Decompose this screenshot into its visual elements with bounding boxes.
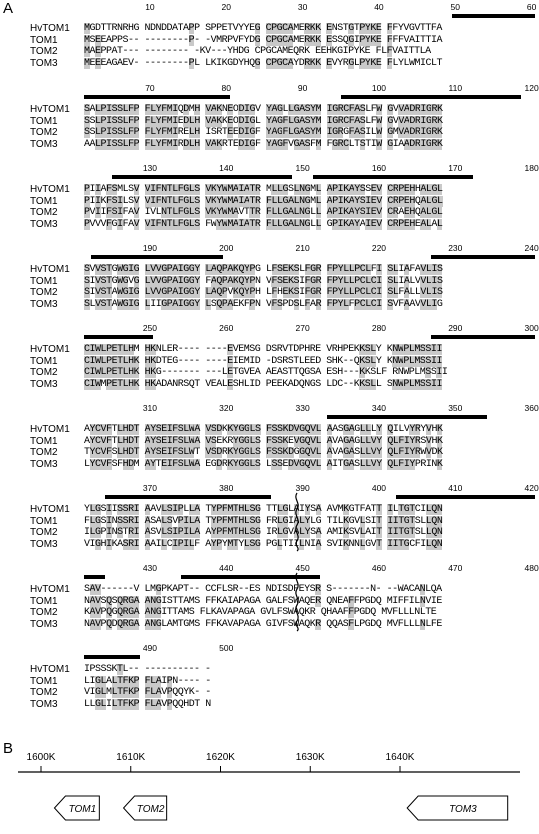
transmembrane-bar — [431, 255, 535, 259]
sequence-row — [0, 460, 520, 470]
alignment-block — [0, 483, 539, 553]
sequence-text: AYCVFTLHDT AYSEIFSLWA VSDKKYGGLS FSSKDVGQVL AASGAGLLLY QILVYRYVHK — [84, 424, 443, 435]
sequence-text: PIIKFSILSV VIFNTLFGLS VKYWMAIATR FLLGALNGML APIKAYSIEV CRPEHQALGL — [84, 195, 443, 207]
position-number: 280 — [371, 323, 387, 333]
position-number: 160 — [371, 163, 387, 173]
position-number: 450 — [295, 563, 310, 573]
position-number: 250 — [142, 323, 158, 333]
position-number: 180 — [524, 163, 539, 173]
sequence-text: MGDTTRNRHG NDNDDATAPP SPPETVYYEG CPGCAMERKK ENSTGTPYKE FFYVGVTTFA — [84, 23, 442, 34]
sequence-text: FLGSINSSRI ASALSVPILA TYPFMTHLSG FRLGIALYLG TILKGVLSIT IITGTSLLQN — [84, 515, 443, 527]
sequence-row — [0, 357, 520, 367]
position-number: 20 — [221, 2, 231, 12]
position-number: 10 — [145, 2, 155, 12]
sequence-text: LIGLALTFKP FLAIPN---- - — [84, 675, 211, 687]
gene-label: TOM2 — [136, 804, 165, 815]
position-number: 290 — [448, 323, 463, 333]
sequence-text: PIIAFSMLSV VIFNTLFGLS VKYWMAIATR MLLGSLNGML APIKAYSSEV CRPEHHALGL — [84, 184, 443, 195]
sequence-text: MAEPPAT--- -------- -KV---YHDG CPGCAMEQRK EEHKGIPYKE FLFVAITTLA — [84, 46, 431, 57]
alignment-block — [0, 163, 539, 233]
sequence-row — [0, 220, 520, 230]
sequence-text: NAVPQDQRGA ANGLAMTGMS FFKAVAPAGA GIVFSWAQKR QQASFLPGDQ MVFLLLNLFE — [84, 618, 442, 630]
sequence-row — [0, 437, 520, 447]
sequence-row — [0, 277, 520, 287]
sequence-name: TOM2 — [30, 207, 58, 218]
alignment-block — [0, 323, 539, 393]
sequence-name: TOM3 — [30, 618, 58, 630]
sequence-text: LLGLILTFKP FLAVPQQHDT N — [84, 698, 211, 710]
sequence-text: VIGLMLTFKP FLAVPQQYK- - — [84, 687, 211, 698]
sequence-name: TOM1 — [30, 595, 58, 607]
position-number: 500 — [219, 643, 234, 653]
map-tick-label: 1600K — [26, 752, 56, 763]
position-number: 40 — [374, 2, 384, 12]
sequence-row — [0, 208, 520, 218]
position-numbers — [0, 403, 539, 413]
sequence-row — [0, 425, 520, 435]
transmembrane-bar — [84, 575, 105, 579]
position-number: 420 — [524, 483, 539, 493]
position-numbers — [0, 323, 539, 333]
sequence-row — [0, 105, 520, 115]
position-number: 370 — [142, 483, 158, 493]
sequence-row — [0, 700, 520, 710]
sequence-text: SALPISSLFP FLYFMIQDMH VAKNEODIGV YAGLLGASYM IGRCFASLFW GVVADRIGRK — [84, 104, 443, 115]
position-number: 200 — [219, 243, 234, 253]
sequence-row — [0, 608, 520, 618]
sequence-name: TOM3 — [30, 138, 58, 150]
sequence-row — [0, 585, 520, 595]
sequence-text: CIWLPETLHK HKDTEG---- ----EIEMID -DSRSTLEED SHK--QKSLY KNWPLMSSII — [84, 355, 442, 367]
transmembrane-bar — [105, 495, 272, 499]
sequence-name: TOM2 — [30, 527, 58, 538]
sequence-row — [0, 24, 520, 34]
sequence-name: TOM1 — [30, 355, 58, 367]
gene-label: TOM3 — [449, 804, 477, 815]
map-tick-label: 1640K — [385, 752, 415, 763]
transmembrane-bar — [431, 335, 535, 339]
sequence-row — [0, 688, 520, 698]
sequence-name: TOM1 — [30, 435, 58, 447]
position-numbers — [0, 2, 537, 12]
sequence-text: LYCVFSFHDM AYTEIFSLWA EGDRKYGGLS LSSEDVGQVL AITGASLLVY QLFIYPRINK — [84, 458, 443, 470]
sequence-row — [0, 597, 520, 607]
position-number: 70 — [145, 83, 155, 93]
transmembrane-bar — [452, 14, 535, 18]
position-number: 120 — [524, 83, 539, 93]
position-number: 350 — [448, 403, 463, 413]
sequence-name: HvTOM1 — [30, 584, 70, 595]
sequence-text: SAV------V LMGPKAPT-- CCFLSR--ES NDISDFEYSR S-------N- --WACANLQA — [84, 584, 442, 595]
transmembrane-bar — [341, 95, 521, 99]
transmembrane-bar — [84, 655, 140, 659]
map-tick-label: 1620K — [206, 752, 235, 763]
sequence-row — [0, 380, 520, 390]
sequence-text: PVIIFSIFAV IVLNTLFGLS VKYWMAVTTR FLLGALNGLL APIKAYSIEV CRAEHQALGL — [84, 207, 443, 218]
position-number: 150 — [295, 163, 310, 173]
position-number: 60 — [526, 2, 537, 12]
alignment-block — [0, 403, 539, 473]
sequence-row — [0, 620, 520, 630]
sequence-row — [0, 117, 520, 127]
sequence-row — [0, 300, 520, 310]
position-number: 300 — [524, 323, 539, 333]
sequence-name: HvTOM1 — [30, 344, 70, 355]
sequence-text: NAVSQSQRGA ANGISTTAMS FFKAIAPAGA GALFSWAQER QNEAFFPGDQ MIFFILNVIE — [84, 595, 442, 607]
alignment-block — [0, 643, 520, 713]
sequence-text: CIWLPETLHK HKG------- ---LETGVEA AEASTTQGSA ESH---KKSLF RNWPLMSSII — [84, 367, 448, 378]
sequence-text: IPSSSKTL-- ---------- - — [84, 664, 211, 675]
position-number: 460 — [371, 563, 387, 573]
sequence-row — [0, 36, 520, 46]
sequence-name: TOM2 — [30, 607, 58, 618]
position-number: 50 — [450, 2, 461, 12]
position-number: 360 — [524, 403, 539, 413]
sequence-name: TOM3 — [30, 458, 58, 470]
sequence-name: TOM3 — [30, 57, 58, 69]
sequence-name: TOM3 — [30, 298, 58, 310]
sequence-name: TOM3 — [30, 218, 58, 230]
sequence-row — [0, 265, 520, 275]
position-number: 240 — [524, 243, 539, 253]
alignment-block — [0, 243, 539, 313]
position-numbers — [0, 83, 539, 93]
sequence-row — [0, 677, 520, 687]
sequence-name: TOM3 — [30, 698, 58, 710]
position-number: 110 — [448, 83, 463, 93]
position-number: 380 — [219, 483, 234, 493]
gene-label: TOM1 — [68, 804, 97, 815]
sequence-name: TOM1 — [30, 115, 58, 127]
sequence-name: HvTOM1 — [30, 184, 70, 195]
position-number: 310 — [142, 403, 158, 413]
sequence-text: SVVSTGWGIG LVVGPAIGGY LAQPAKQYPG LFSEKSLFGR FPYLLPCLFI SLIAFAVLIS — [84, 264, 443, 275]
sequence-row — [0, 140, 520, 150]
position-number: 480 — [524, 563, 539, 573]
sequence-text: PVVVFGIFAV VIFNTLFGLS FWYWMAIATR FLLGALNGLL GPIKAYAIEV CRPEHEALAL — [84, 218, 443, 230]
position-number: 330 — [295, 403, 310, 413]
sequence-row — [0, 59, 520, 69]
sequence-text: MEEEAGAEV- --------PL LKIKGDYHQG CPGCAYDRKK EVYRGLPYKE FLYLWMICLT — [84, 57, 442, 69]
transmembrane-bar — [313, 175, 473, 179]
sequence-text: CIWMPETLHK HKADANRSQT VEALESHLID PEEKADQNGS LDC--KKSLL SNWPLMSSII — [84, 378, 442, 390]
sequence-name: HvTOM1 — [30, 104, 70, 115]
position-number: 230 — [448, 243, 463, 253]
transmembrane-bar — [84, 95, 230, 99]
sequence-row — [0, 128, 520, 138]
position-number: 340 — [371, 403, 387, 413]
sequence-row — [0, 185, 520, 195]
position-number: 220 — [371, 243, 387, 253]
position-number: 90 — [297, 83, 308, 93]
position-number: 100 — [371, 83, 387, 93]
sequence-name: HvTOM1 — [30, 504, 70, 515]
sequence-name: TOM2 — [30, 287, 58, 298]
sequence-name: HvTOM1 — [30, 424, 70, 435]
genomic-map — [0, 740, 520, 829]
position-number: 470 — [448, 563, 463, 573]
sequence-name: TOM3 — [30, 378, 58, 390]
alignment-block — [0, 2, 537, 72]
position-number: 130 — [142, 163, 158, 173]
position-number: 320 — [219, 403, 234, 413]
transmembrane-bar — [112, 175, 292, 179]
transmembrane-bar — [84, 335, 153, 339]
sequence-text: KAVPQGQRGA ANGITTAMS FLKAVAPAGA GVLFSWAQKR QHAAFFPGDQ MVFLLLNLTE — [84, 607, 437, 618]
position-numbers — [0, 243, 539, 253]
transmembrane-bar — [327, 415, 487, 419]
position-number: 440 — [219, 563, 234, 573]
position-number: 430 — [142, 563, 158, 573]
sequence-name: TOM2 — [30, 46, 58, 57]
position-number: 270 — [295, 323, 310, 333]
sequence-text: ILGPINSTRI ASVLSIPILA AYPFMTHLSG IRLGVALYSA AMIKSVLAIT IITGTSLLQN — [84, 527, 443, 538]
sequence-name: TOM1 — [30, 275, 58, 287]
position-number: 390 — [295, 483, 310, 493]
position-number: 140 — [219, 163, 234, 173]
position-number: 190 — [142, 243, 158, 253]
panel-label-b: B — [3, 740, 14, 757]
sequence-name: TOM2 — [30, 447, 58, 458]
sequence-break-mark — [293, 493, 301, 553]
position-number: 30 — [297, 2, 308, 12]
sequence-name: TOM1 — [30, 195, 58, 207]
position-number: 210 — [295, 243, 310, 253]
sequence-row — [0, 47, 520, 57]
sequence-text: VIGHIKASRI AAILCIPILF AYPYMTYLSG PGLTIILNIA SVIKNNLGVT IITGCFILQN — [84, 538, 443, 550]
sequence-name: HvTOM1 — [30, 23, 70, 34]
position-numbers — [0, 643, 520, 653]
position-numbers — [0, 163, 539, 173]
position-number: 260 — [219, 323, 234, 333]
position-numbers — [0, 483, 539, 493]
sequence-break-mark — [293, 573, 301, 633]
sequence-name: TOM2 — [30, 687, 58, 698]
sequence-text: CIWLPETLHM HKNLER---- ----EVEMSG DSRVTDPHRE VRHPEKKSLY KNWPLMSSII — [84, 344, 442, 355]
position-number: 170 — [448, 163, 463, 173]
sequence-name: TOM1 — [30, 675, 58, 687]
sequence-name: TOM3 — [30, 538, 58, 550]
map-tick-label: 1610K — [116, 752, 146, 763]
sequence-text: SIVSTGWGVG LVVGPAIGGY FAQPAKQYPN VFSEKSIFGR FPYLLPCLCI SLIALVVLIS — [84, 275, 443, 287]
sequence-row — [0, 288, 520, 298]
genomic-map-svg — [0, 740, 520, 829]
sequence-row — [0, 345, 520, 355]
sequence-text: AALPISSLFP FLYFMIRDLH VAKRTEDIGF YAGFVGASFM FGRCLTSTIW GIAADRIGRK — [84, 138, 443, 150]
position-number: 400 — [371, 483, 387, 493]
sequence-name: TOM2 — [30, 127, 58, 138]
sequence-text: SIVSTAWGIG LVVGPAIGGY LAQPVKQYPH LFHEKSIFGR FPYLLPCLCI SLFALLVLIS — [84, 287, 443, 298]
alignment-block — [0, 83, 539, 153]
sequence-text: SLVSTAWGIG LIIGPAIGGY LSQPAEKFPN VFSPDSLFAR FPYLFPCLCI SVFAAVVLIG — [84, 298, 443, 310]
transmembrane-bar — [91, 255, 223, 259]
sequence-text: SSLPISSLFP FLYFMIRELH ISRTEEDIGF YAGFLGASYM IGRGFASILW GMVADRIGRK — [84, 127, 443, 138]
sequence-text: SSLPISSLFP FLYFMIEDLH VAKKEODIGL YAGFLGASYM IGRCFASLFW GVVADRIGRK — [84, 115, 443, 127]
sequence-name: HvTOM1 — [30, 664, 70, 675]
sequence-text: TYCVFSLHDT AYSEIFSLWT VSDRKYGGLS FSSKDGGQVL AVAGASLLVY QLFIYRWVDK — [84, 447, 443, 458]
sequence-row — [0, 197, 520, 207]
sequence-text: YLGSIISSRI AAVLSIPLLA TYPFMTHLSG TTLGLAIYSA AVMKGTFATT ILTGTCILQN — [84, 504, 443, 515]
map-tick-label: 1630K — [295, 752, 325, 763]
alignment-block — [0, 563, 539, 633]
sequence-row — [0, 665, 520, 675]
sequence-name: TOM2 — [30, 367, 58, 378]
sequence-name: HvTOM1 — [30, 264, 70, 275]
sequence-text: AYCVFTLHDT AYSEIFSLWA VSEKRYGGLS FSSKEVGQVL AVAGAGLLVY QLFIYRSVHK — [84, 435, 443, 447]
sequence-name: TOM1 — [30, 34, 58, 46]
transmembrane-bar — [396, 495, 535, 499]
sequence-row — [0, 517, 520, 527]
sequence-name: TOM1 — [30, 515, 58, 527]
sequence-row — [0, 540, 520, 550]
sequence-text: MSEEAPPS-- --------P- -VMRPVFYDG CPGCAMERKK ESSQGIPYKE FFFVAITTIA — [84, 34, 442, 46]
position-number: 80 — [221, 83, 231, 93]
sequence-row — [0, 505, 520, 515]
panel-label-a: A — [3, 0, 14, 17]
sequence-row — [0, 448, 520, 458]
sequence-row — [0, 368, 520, 378]
position-numbers — [0, 563, 539, 573]
position-number: 490 — [142, 643, 158, 653]
sequence-row — [0, 528, 520, 538]
position-number: 410 — [448, 483, 463, 493]
